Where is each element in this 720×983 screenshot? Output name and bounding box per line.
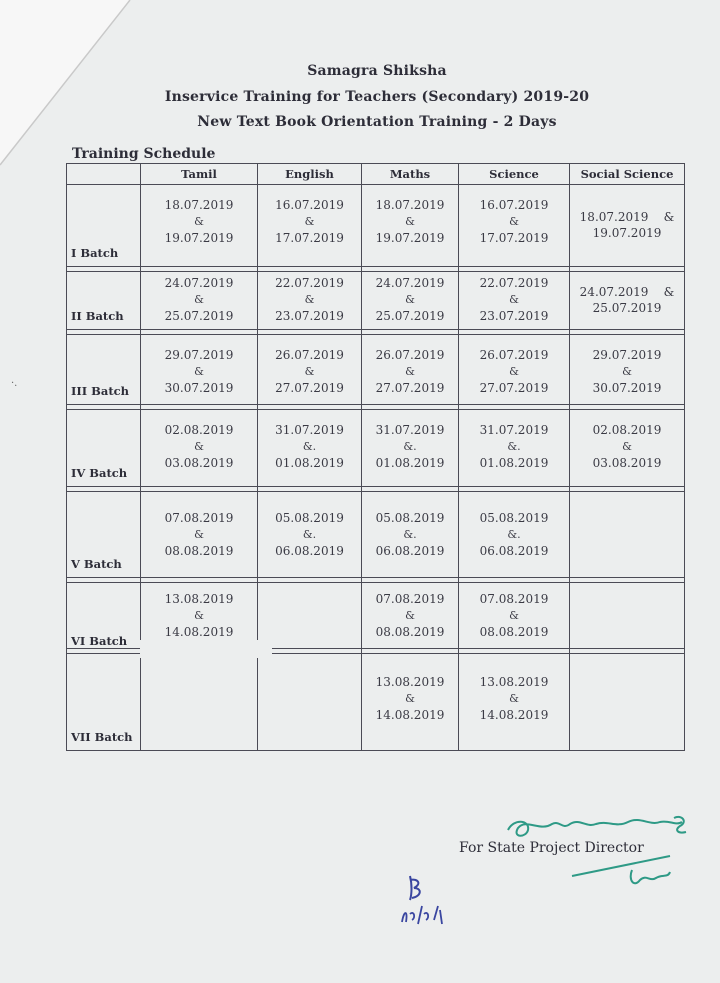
date-cell-maths: 07.08.2019 & 08.08.2019 <box>362 583 459 649</box>
date-cell-english: 22.07.2019 & 23.07.2019 <box>258 272 362 330</box>
scan-speck: ·. <box>11 378 18 389</box>
signatory-label: For State Project Director <box>459 840 644 856</box>
date-cell-tamil <box>141 654 258 751</box>
date-cell-maths: 31.07.2019 &. 01.08.2019 <box>362 410 459 487</box>
date-cell-english: 16.07.2019 & 17.07.2019 <box>258 185 362 267</box>
date-cell-social-science: 18.07.2019 & 19.07.2019 <box>570 185 685 267</box>
date-cell-science: 13.08.2019 & 14.08.2019 <box>459 654 570 751</box>
date-cell-maths: 18.07.2019 & 19.07.2019 <box>362 185 459 267</box>
table-row <box>67 185 685 267</box>
batch-label: II Batch <box>67 272 141 330</box>
training-schedule-table <box>66 163 685 751</box>
date-cell-science: 26.07.2019 & 27.07.2019 <box>459 335 570 405</box>
date-cell-science: 16.07.2019 & 17.07.2019 <box>459 185 570 267</box>
date-cell-social-science <box>570 583 685 649</box>
table-row <box>67 272 685 330</box>
director-signature <box>500 812 700 902</box>
batch-label: III Batch <box>67 335 141 405</box>
schedule-title: Training Schedule <box>72 146 216 162</box>
date-cell-science: 31.07.2019 &. 01.08.2019 <box>459 410 570 487</box>
table-row <box>67 410 685 487</box>
header-science: Science <box>459 164 570 185</box>
table-row <box>67 583 685 649</box>
date-cell-english: 26.07.2019 & 27.07.2019 <box>258 335 362 405</box>
org-title: Samagra Shiksha <box>307 63 447 79</box>
header-social-science: Social Science <box>570 164 685 185</box>
date-cell-tamil: 29.07.2019 & 30.07.2019 <box>141 335 258 405</box>
date-cell-maths: 24.07.2019 & 25.07.2019 <box>362 272 459 330</box>
date-cell-social-science <box>570 492 685 578</box>
header-tamil: Tamil <box>141 164 258 185</box>
table-row <box>67 492 685 578</box>
table-row <box>67 335 685 405</box>
date-cell-english <box>258 654 362 751</box>
date-cell-tamil: 02.08.2019 & 03.08.2019 <box>141 410 258 487</box>
training-title: Inservice Training for Teachers (Secondary) 2019-20 <box>164 89 590 105</box>
initials-mark <box>396 870 456 930</box>
folded-page-corner <box>0 0 140 170</box>
header-batch <box>67 164 141 185</box>
date-cell-tamil: 13.08.2019 & 14.08.2019 <box>141 583 258 649</box>
scan-blank-patch <box>140 640 272 658</box>
date-cell-science: 07.08.2019 & 08.08.2019 <box>459 583 570 649</box>
batch-label: V Batch <box>67 492 141 578</box>
date-cell-english: 05.08.2019 &. 06.08.2019 <box>258 492 362 578</box>
date-cell-tamil: 07.08.2019 & 08.08.2019 <box>141 492 258 578</box>
date-cell-social-science: 29.07.2019 & 30.07.2019 <box>570 335 685 405</box>
date-cell-tamil: 24.07.2019 & 25.07.2019 <box>141 272 258 330</box>
date-cell-tamil: 18.07.2019 & 19.07.2019 <box>141 185 258 267</box>
date-cell-maths: 13.08.2019 & 14.08.2019 <box>362 654 459 751</box>
batch-label: VII Batch <box>67 654 141 751</box>
date-cell-social-science: 24.07.2019 & 25.07.2019 <box>570 272 685 330</box>
date-cell-english <box>258 583 362 649</box>
batch-label: I Batch <box>67 185 141 267</box>
date-cell-social-science <box>570 654 685 751</box>
date-cell-social-science: 02.08.2019 & 03.08.2019 <box>570 410 685 487</box>
date-cell-maths: 26.07.2019 & 27.07.2019 <box>362 335 459 405</box>
date-cell-english: 31.07.2019 &. 01.08.2019 <box>258 410 362 487</box>
table-row <box>67 654 685 751</box>
header-maths: Maths <box>362 164 459 185</box>
date-cell-science: 05.08.2019 &. 06.08.2019 <box>459 492 570 578</box>
date-cell-science: 22.07.2019 & 23.07.2019 <box>459 272 570 330</box>
batch-label: VI Batch <box>67 583 141 649</box>
table-header-row <box>67 164 685 185</box>
batch-label: IV Batch <box>67 410 141 487</box>
training-subtitle: New Text Book Orientation Training - 2 Days <box>197 114 557 130</box>
date-cell-maths: 05.08.2019 &. 06.08.2019 <box>362 492 459 578</box>
header-english: English <box>258 164 362 185</box>
